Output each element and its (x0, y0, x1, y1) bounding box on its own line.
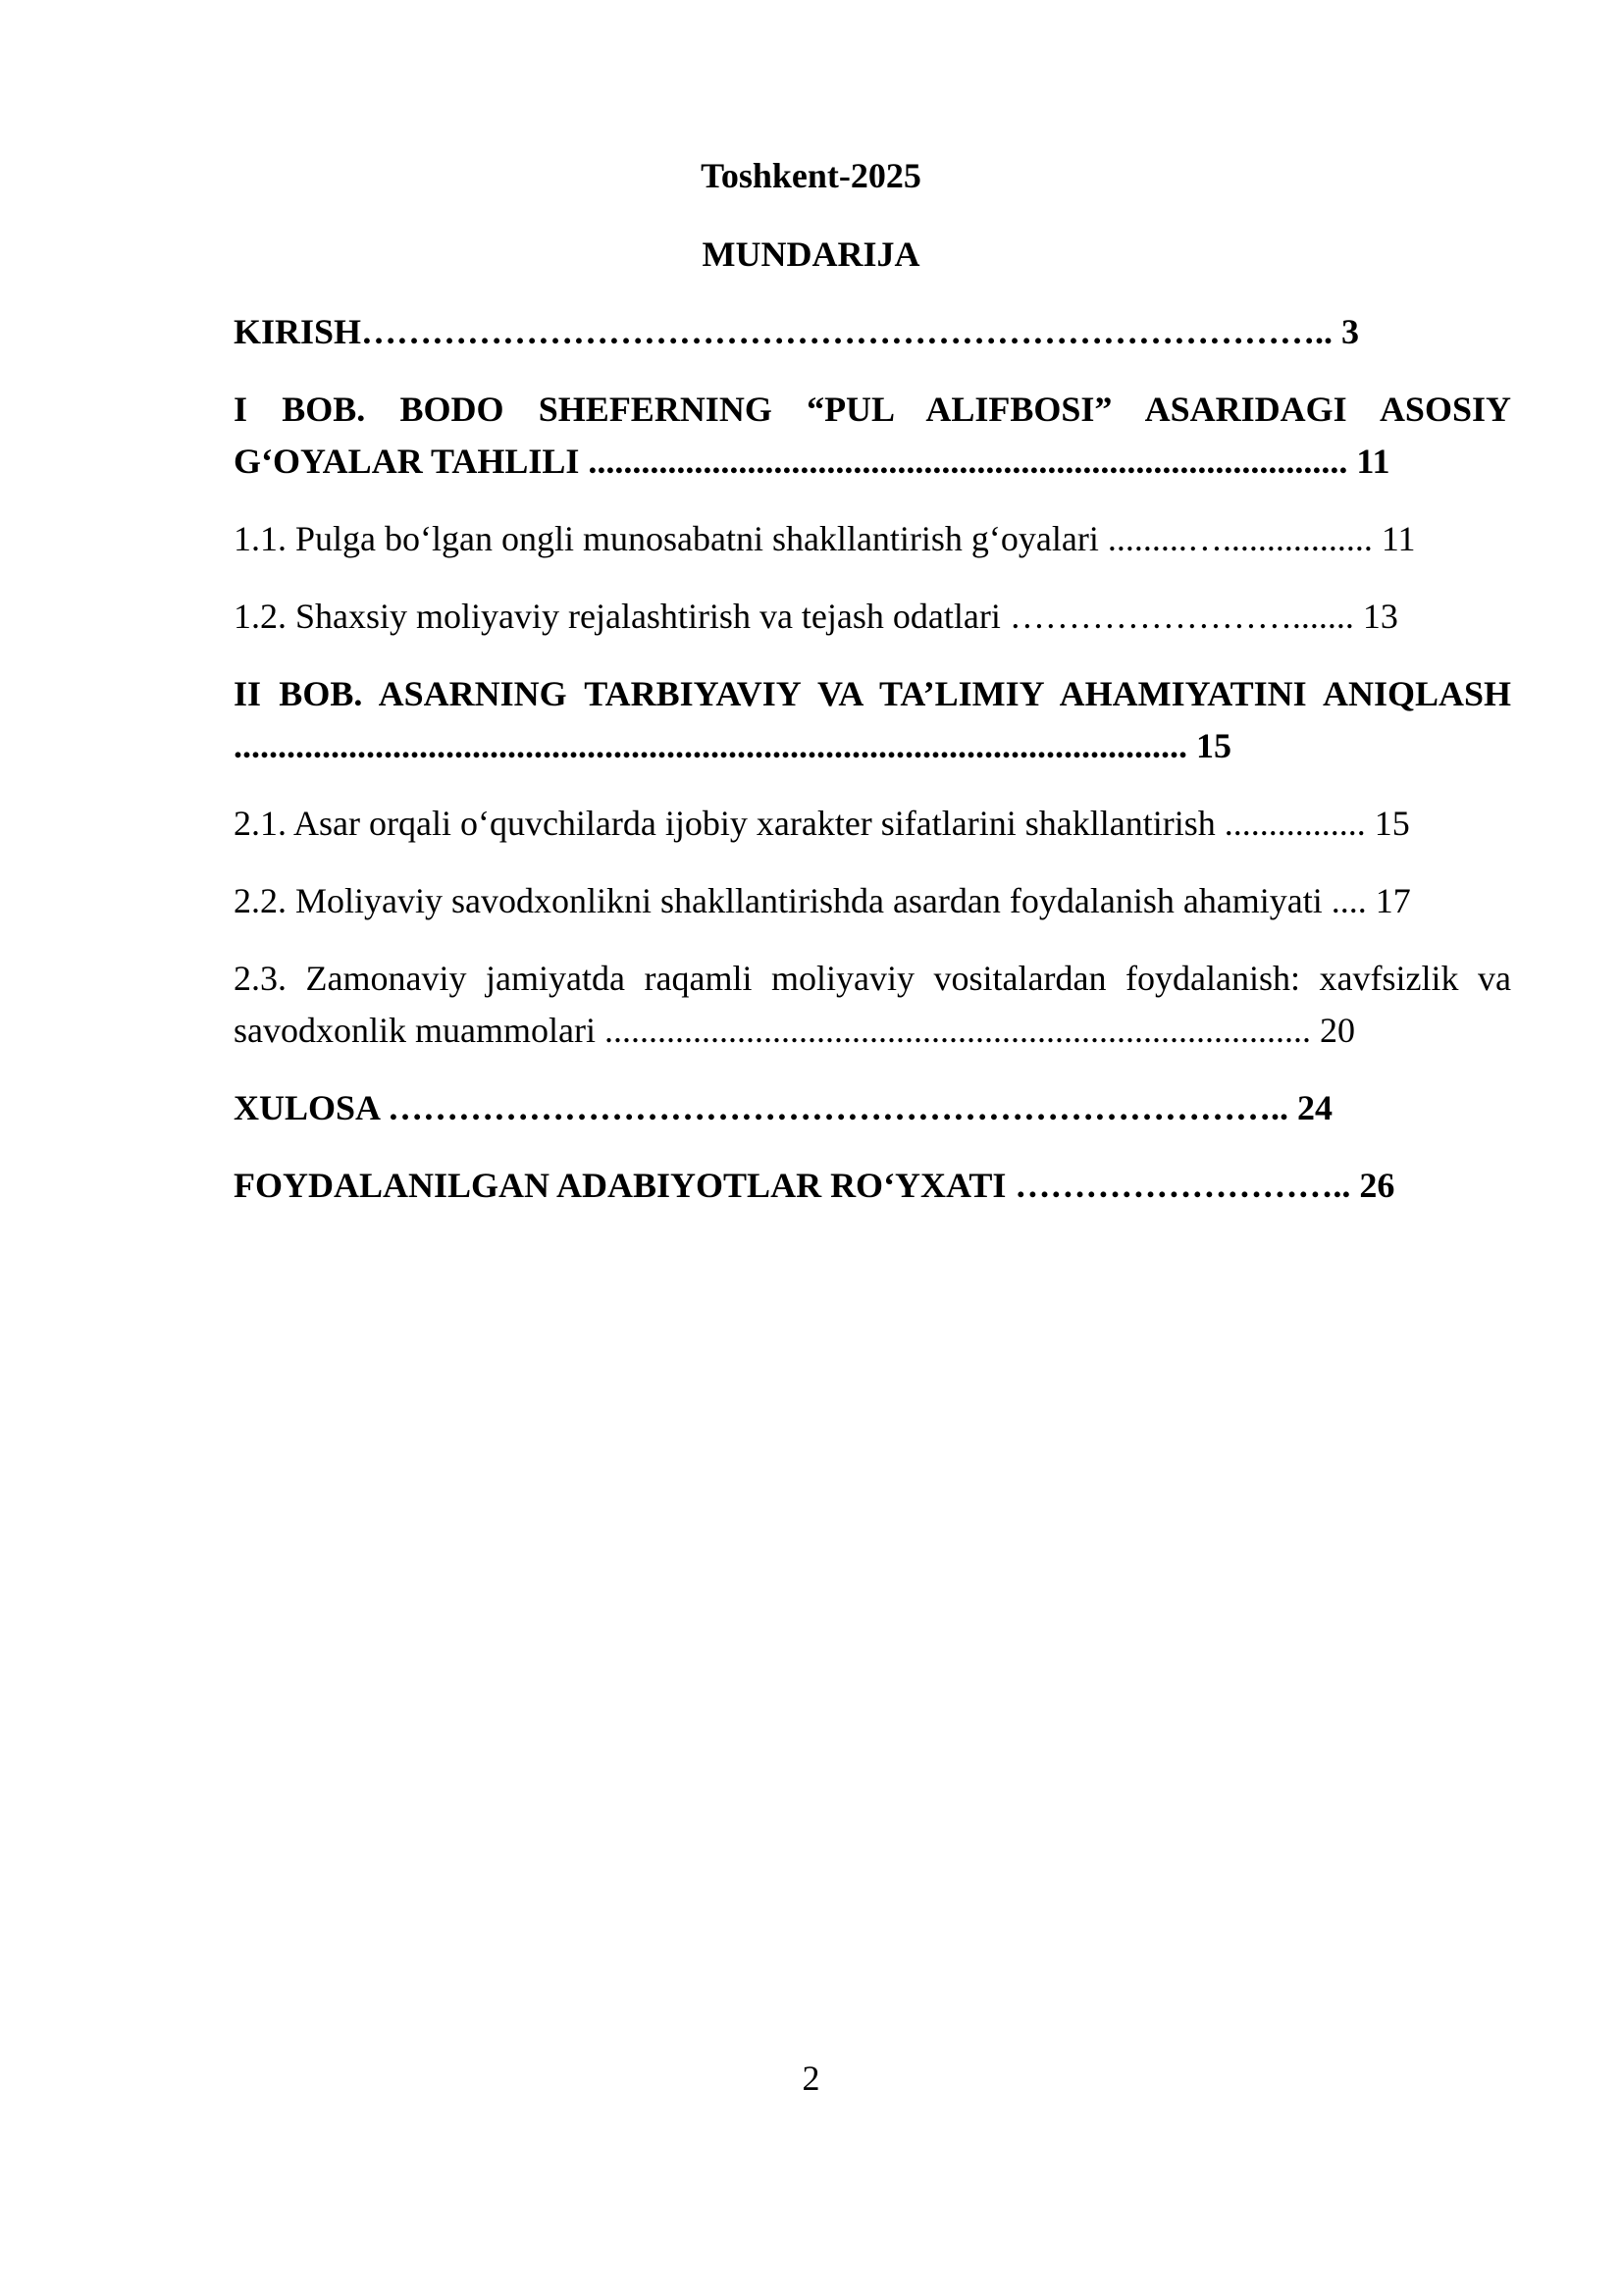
city-year-heading: Toshkent-2025 (701, 156, 921, 195)
toc-entry-chapter-1: I BOB. BODO SHEFERNING “PUL ALIFBOSI” ASARIDAGI ASOSIY G‘OYALAR TAHLILI ...................................................................................... 11 (234, 390, 1511, 481)
toc-entry-xulosa: XULOSA ………………………………………………………………….. 24 (234, 1088, 1334, 1127)
page-number: 2 (802, 2059, 820, 2098)
toc-entry-kirish: KIRISH……………………………………………………………………….. 3 (234, 312, 1360, 351)
toc-entry-section-2-1: 2.1. Asar orqali o‘quvchilarda ijobiy xarakter sifatlarini shakllantirish ................ 15 (234, 804, 1410, 843)
toc-entry-section-1-1: 1.1. Pulga bo‘lgan ongli munosabatni shakllantirish g‘oyalari .........…................. 11 (234, 519, 1416, 558)
toc-entry-section-2-2: 2.2. Moliyaviy savodxonlikni shakllantirishda asardan foydalanish ahamiyati .... 17 (234, 881, 1411, 920)
toc-entry-chapter-2: II BOB. ASARNING TARBIYAVIY VA TA’LIMIY AHAMIYATINI ANIQLASH ............................................................................................................ 15 (234, 674, 1511, 765)
toc-entry-section-1-2: 1.2. Shaxsiy moliyaviy rejalashtirish va tejash odatlari ……………………....... 13 (234, 597, 1398, 636)
toc-entry-section-2-3: 2.3. Zamonaviy jamiyatda raqamli moliyaviy vositalardan foydalanish: xavfsizlik va savodxonlik muammolari ................................................................................ 20 (234, 959, 1511, 1050)
toc-entry-bibliography: FOYDALANILGAN ADABIYOTLAR RO‘YXATI ……………………….. 26 (234, 1166, 1395, 1205)
table-of-contents-title: MUNDARIJA (702, 235, 920, 274)
table-of-contents (234, 306, 1511, 1237)
